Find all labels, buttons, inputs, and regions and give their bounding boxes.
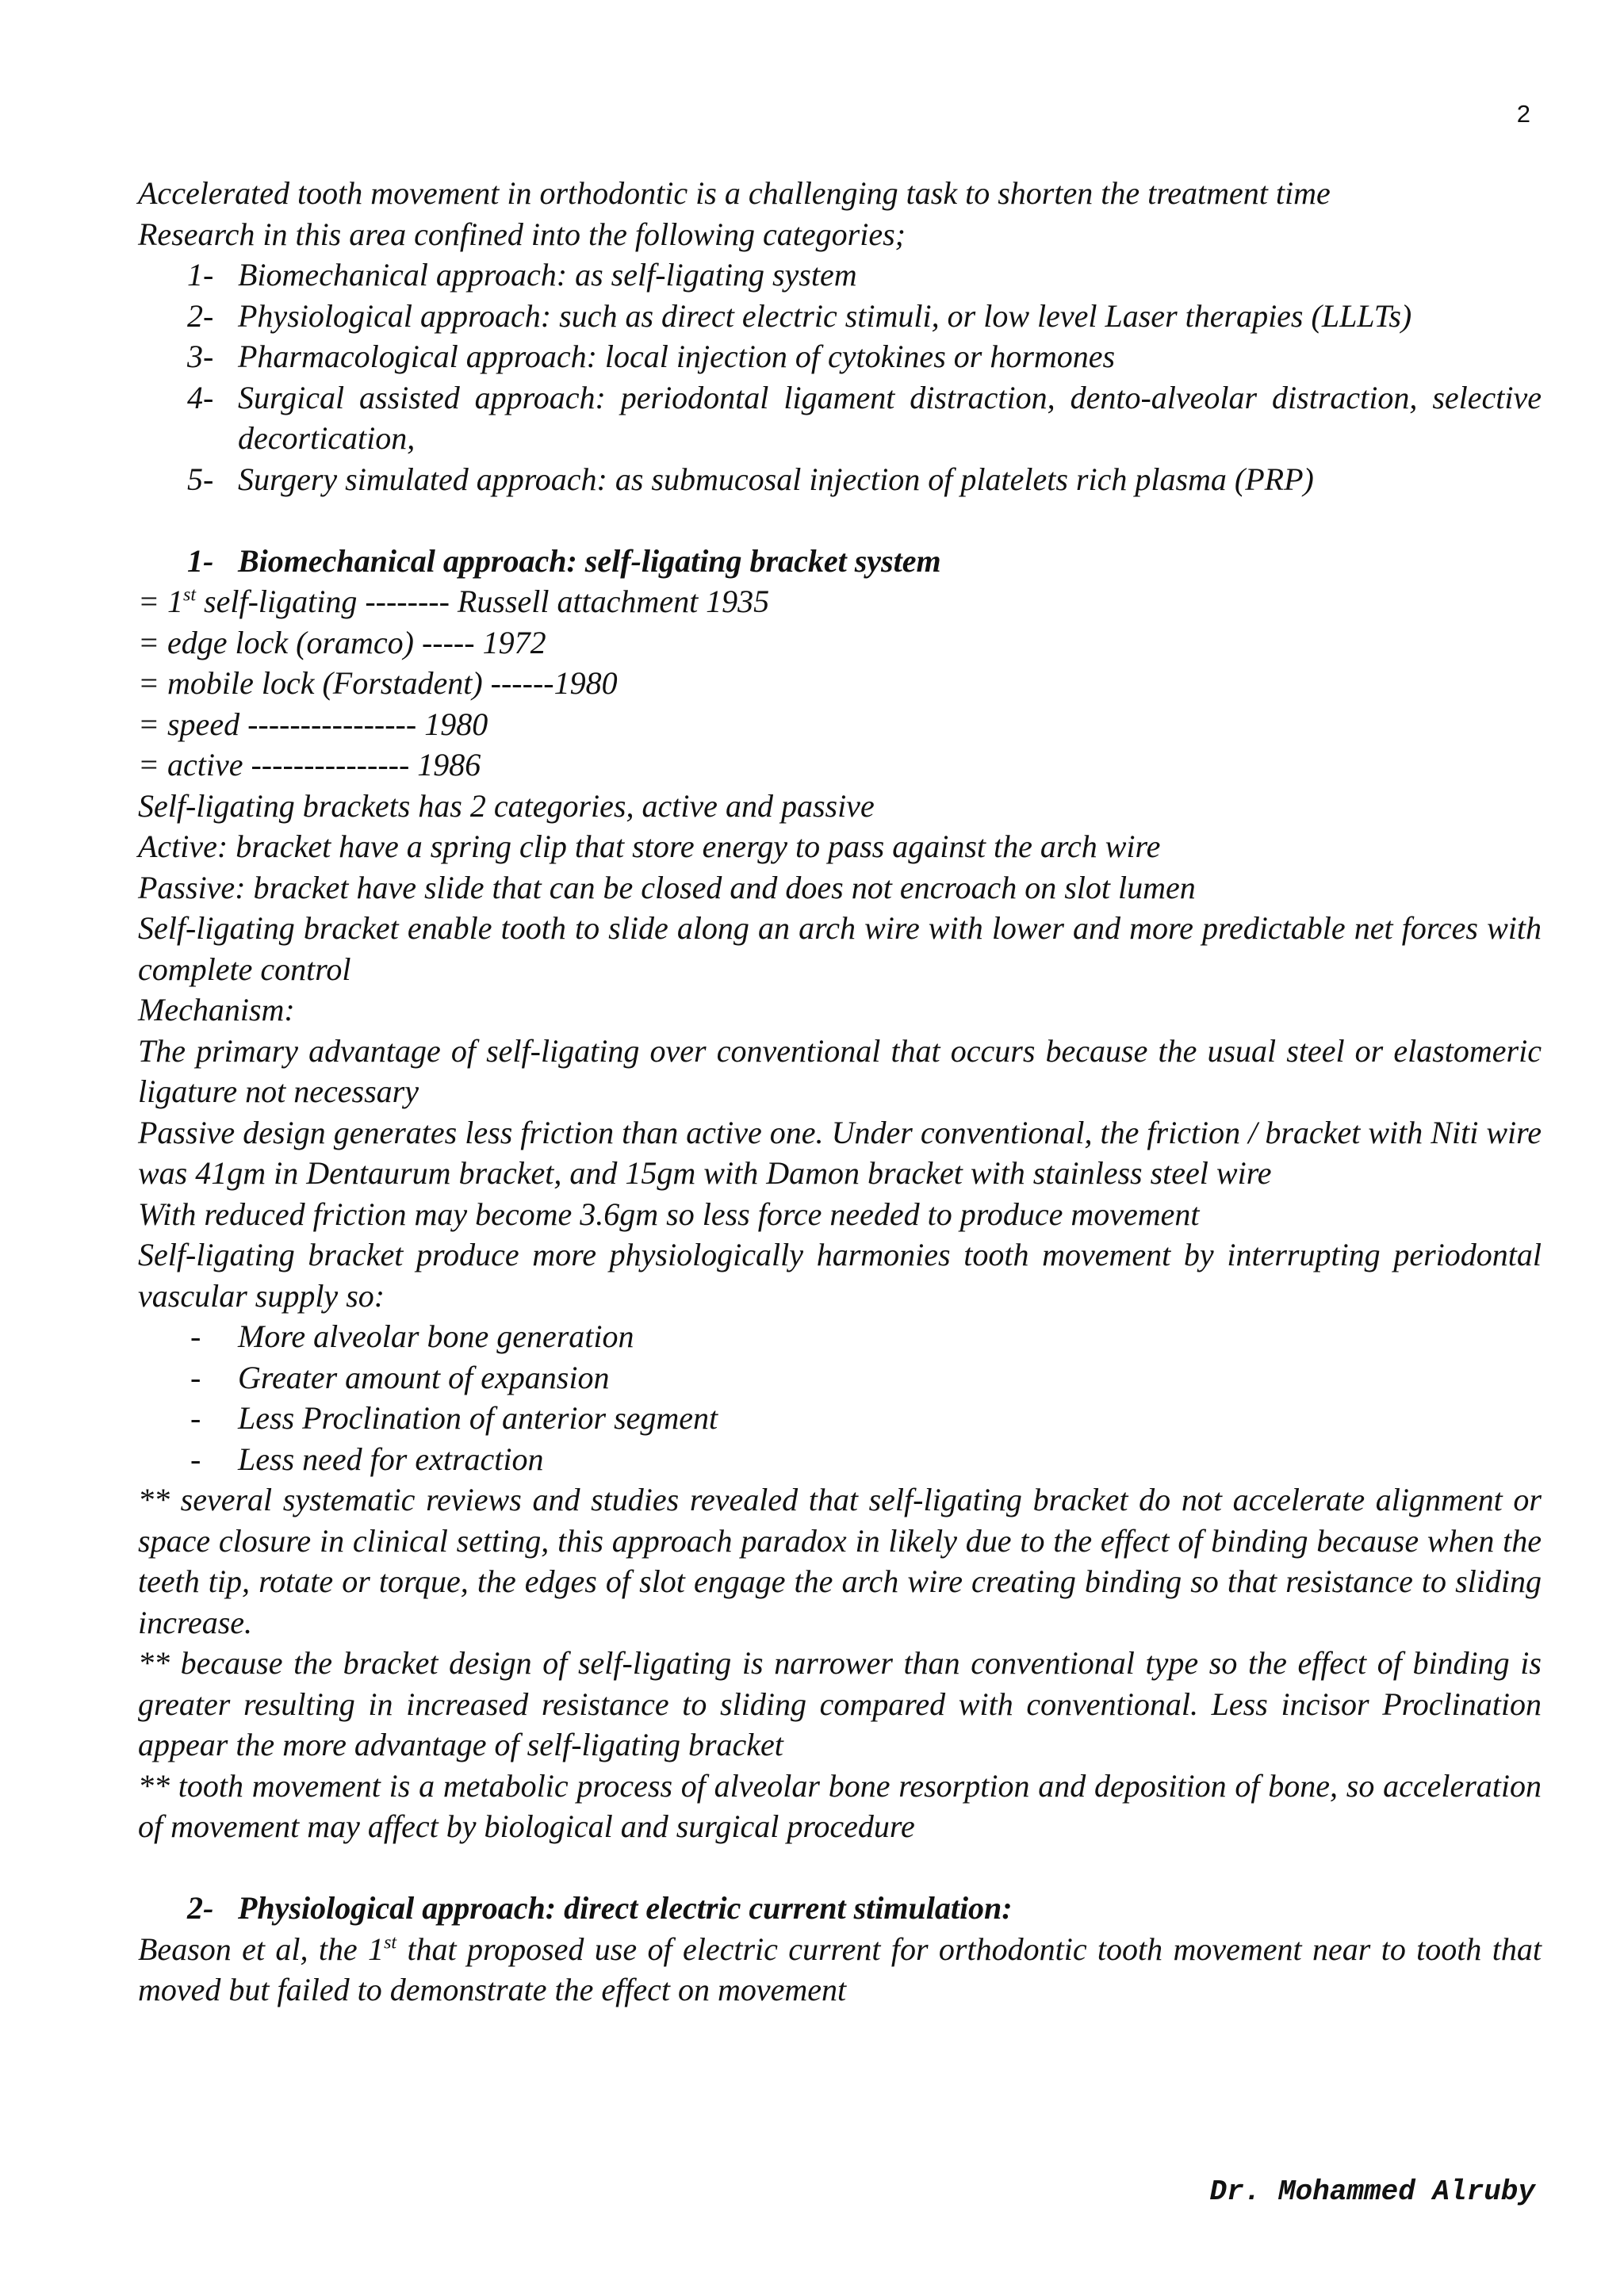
dash-marker: - bbox=[190, 1318, 201, 1354]
note-paragraph: ** because the bracket design of self-ligating is narrower than conventional type so the effect of binding is greater resulting in increased resistance to sliding compared with conventional. Less incisor Proclination appear the more advantage of self-ligating bracket bbox=[138, 1645, 1542, 1762]
intro-line-2: Research in this area confined into the following categories; bbox=[138, 216, 906, 252]
dash-marker: - bbox=[190, 1359, 201, 1395]
paragraph: The primary advantage of self-ligating over conventional that occurs because the usual steel or elastomeric ligature not necessary bbox=[138, 1032, 1542, 1109]
list-item-number: 4- bbox=[187, 379, 214, 415]
history-row-first: = 1st self-ligating -------- Russell attachment 1935 bbox=[138, 584, 770, 619]
paragraph: Self-ligating brackets has 2 categories, active and passive bbox=[138, 787, 875, 824]
list-item bbox=[138, 296, 1542, 337]
list-item-text: Physiological approach: such as direct electric stimuli, or low level Laser therapies (LLLTs) bbox=[238, 297, 1412, 334]
page-number: 2 bbox=[1516, 100, 1530, 128]
note-paragraph: ** several systematic reviews and studies revealed that self-ligating bracket do not accelerate alignment or space closure in clinical setting, this approach paradox in likely due to the effect of binding because when the teeth tip, rotate or torque, the edges of slot engage the arch wire creating binding so that resistance to sliding increase. bbox=[138, 1482, 1542, 1640]
section-2-paragraph: Beason et al, the 1st that proposed use of electric current for orthodontic tooth movement near to tooth that moved but failed to demonstrate the effect on movement bbox=[138, 1931, 1542, 2007]
list-item bbox=[138, 459, 1542, 500]
list-item bbox=[138, 1357, 1542, 1399]
paragraph: Self-ligating bracket enable tooth to slide along an arch wire with lower and more predictable net forces with complete control bbox=[138, 910, 1542, 987]
section-2-number: 2- bbox=[187, 1890, 214, 1926]
dash-marker: - bbox=[190, 1400, 201, 1436]
paragraph: Passive design generates less friction than active one. Under conventional, the friction / bracket with Niti wire was 41gm in Dentaurum bracket, and 15gm with Damon bracket with stainless steel wire bbox=[138, 1114, 1542, 1191]
history-row: = speed ---------------- 1980 bbox=[138, 706, 488, 742]
list-item bbox=[138, 1398, 1542, 1439]
list-item-text: Surgical assisted approach: periodontal ligament distraction, dento-alveolar distraction, selective decortication, bbox=[238, 379, 1542, 456]
history-row: = active --------------- 1986 bbox=[138, 747, 481, 783]
list-item-number: 3- bbox=[187, 339, 214, 374]
section-1-title: Biomechanical approach: self-ligating bracket system bbox=[238, 542, 941, 579]
history-row: = edge lock (oramco) ----- 1972 bbox=[138, 624, 546, 660]
section-2-title: Physiological approach: direct electric current stimulation: bbox=[238, 1890, 1013, 1926]
mechanism-label: Mechanism: bbox=[138, 992, 295, 1027]
section-1-heading bbox=[138, 541, 1542, 582]
spacer bbox=[138, 499, 1542, 541]
page-content bbox=[138, 173, 1542, 2011]
author-signature: Dr. Mohammed Alruby bbox=[1209, 2175, 1535, 2208]
list-item-text: More alveolar bone generation bbox=[238, 1318, 634, 1354]
list-item-text: Greater amount of expansion bbox=[238, 1359, 610, 1395]
list-item bbox=[138, 336, 1542, 377]
section-1-number: 1- bbox=[187, 542, 214, 579]
list-item bbox=[138, 1439, 1542, 1480]
list-item-text: Pharmacological approach: local injection of cytokines or hormones bbox=[238, 339, 1116, 374]
list-item-number: 2- bbox=[187, 297, 214, 334]
paragraph: Self-ligating bracket produce more physiologically harmonies tooth movement by interrupting periodontal vascular supply so: bbox=[138, 1237, 1542, 1314]
list-item-text: Less Proclination of anterior segment bbox=[238, 1400, 718, 1436]
list-item-text: Less need for extraction bbox=[238, 1441, 544, 1477]
spacer bbox=[138, 1847, 1542, 1888]
intro-line-1: Accelerated tooth movement in orthodontic is a challenging task to shorten the treatment time bbox=[138, 175, 1331, 211]
list-item bbox=[138, 254, 1542, 296]
list-item-text: Biomechanical approach: as self-ligating system bbox=[238, 257, 857, 293]
dash-marker: - bbox=[190, 1441, 201, 1477]
history-row: = mobile lock (Forstadent) ------1980 bbox=[138, 665, 618, 701]
list-item-number: 1- bbox=[187, 257, 214, 293]
section-2-heading bbox=[138, 1888, 1542, 1929]
categories-list bbox=[138, 254, 1542, 499]
paragraph: Active: bracket have a spring clip that store energy to pass against the arch wire bbox=[138, 828, 1161, 864]
paragraph: Passive: bracket have slide that can be closed and does not encroach on slot lumen bbox=[138, 869, 1196, 905]
list-item bbox=[138, 377, 1542, 459]
paragraph: With reduced friction may become 3.6gm so less force needed to produce movement bbox=[138, 1196, 1200, 1232]
list-item bbox=[138, 1316, 1542, 1357]
list-item-text: Surgery simulated approach: as submucosal injection of platelets rich plasma (PRP) bbox=[238, 461, 1314, 497]
note-paragraph: ** tooth movement is a metabolic process of alveolar bone resorption and deposition of bone, so acceleration of movement may affect by biological and surgical procedure bbox=[138, 1767, 1542, 1844]
list-item-number: 5- bbox=[187, 461, 214, 497]
effects-list bbox=[138, 1316, 1542, 1479]
